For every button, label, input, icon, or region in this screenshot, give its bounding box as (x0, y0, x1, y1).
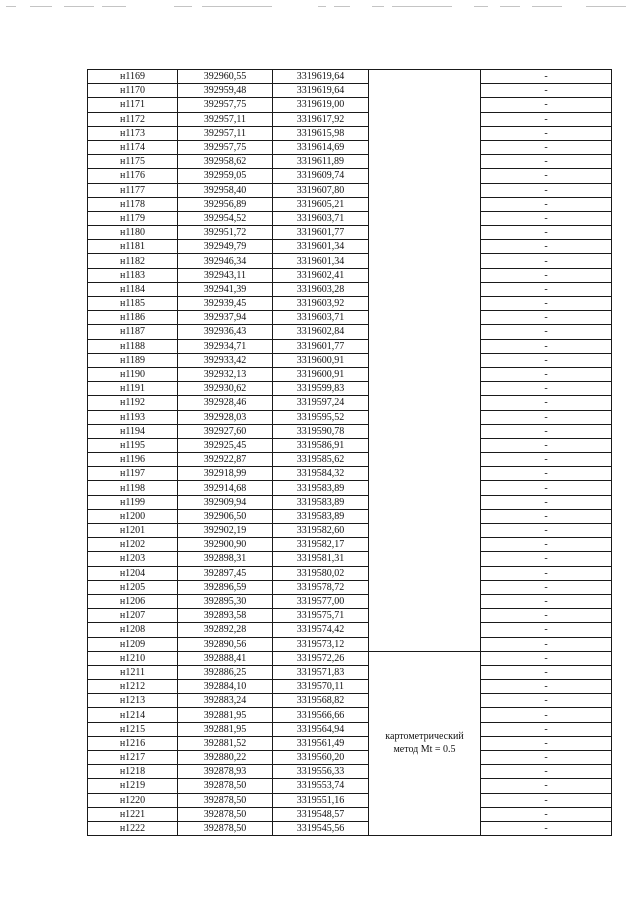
x-coordinate-cell: 392878,50 (178, 779, 273, 793)
x-coordinate-cell: 392957,75 (178, 98, 273, 112)
dash-cell: - (481, 254, 612, 268)
point-id-cell: н1195 (88, 438, 178, 452)
y-coordinate-cell: 3319603,71 (273, 211, 369, 225)
point-id-cell: н1222 (88, 821, 178, 835)
table-row (88, 680, 612, 694)
point-id-cell: н1184 (88, 282, 178, 296)
table-row (88, 538, 612, 552)
table-row (88, 623, 612, 637)
y-coordinate-cell: 3319599,83 (273, 382, 369, 396)
y-coordinate-cell: 3319614,69 (273, 140, 369, 154)
table-row (88, 807, 612, 821)
x-coordinate-cell: 392922,87 (178, 453, 273, 467)
table-row (88, 821, 612, 835)
point-id-cell: н1192 (88, 396, 178, 410)
method-cell-empty (369, 70, 481, 652)
point-id-cell: н1194 (88, 424, 178, 438)
x-coordinate-cell: 392959,48 (178, 84, 273, 98)
dash-cell: - (481, 651, 612, 665)
dash-cell: - (481, 197, 612, 211)
dash-cell: - (481, 282, 612, 296)
y-coordinate-cell: 3319595,52 (273, 410, 369, 424)
y-coordinate-cell: 3319556,33 (273, 765, 369, 779)
y-coordinate-cell: 3319570,11 (273, 680, 369, 694)
x-coordinate-cell: 392939,45 (178, 297, 273, 311)
table-row (88, 609, 612, 623)
dash-cell: - (481, 126, 612, 140)
point-id-cell: н1207 (88, 609, 178, 623)
dash-cell: - (481, 623, 612, 637)
dash-cell: - (481, 169, 612, 183)
y-coordinate-cell: 3319561,49 (273, 736, 369, 750)
table-row (88, 453, 612, 467)
x-coordinate-cell: 392958,62 (178, 155, 273, 169)
y-coordinate-cell: 3319571,83 (273, 665, 369, 679)
x-coordinate-cell: 392957,11 (178, 112, 273, 126)
x-coordinate-cell: 392884,10 (178, 680, 273, 694)
x-coordinate-cell: 392898,31 (178, 552, 273, 566)
x-coordinate-cell: 392949,79 (178, 240, 273, 254)
x-coordinate-cell: 392960,55 (178, 70, 273, 84)
x-coordinate-cell: 392897,45 (178, 566, 273, 580)
table-row (88, 552, 612, 566)
point-id-cell: н1171 (88, 98, 178, 112)
y-coordinate-cell: 3319578,72 (273, 580, 369, 594)
point-id-cell: н1215 (88, 722, 178, 736)
x-coordinate-cell: 392959,05 (178, 169, 273, 183)
point-id-cell: н1180 (88, 226, 178, 240)
y-coordinate-cell: 3319575,71 (273, 609, 369, 623)
x-coordinate-cell: 392893,58 (178, 609, 273, 623)
point-id-cell: н1204 (88, 566, 178, 580)
table-row (88, 793, 612, 807)
table-row (88, 240, 612, 254)
y-coordinate-cell: 3319619,64 (273, 70, 369, 84)
x-coordinate-cell: 392881,95 (178, 708, 273, 722)
y-coordinate-cell: 3319585,62 (273, 453, 369, 467)
x-coordinate-cell: 392934,71 (178, 339, 273, 353)
point-id-cell: н1181 (88, 240, 178, 254)
table-row (88, 155, 612, 169)
point-id-cell: н1202 (88, 538, 178, 552)
point-id-cell: н1199 (88, 495, 178, 509)
x-coordinate-cell: 392896,59 (178, 580, 273, 594)
point-id-cell: н1209 (88, 637, 178, 651)
table-row (88, 566, 612, 580)
y-coordinate-cell: 3319582,60 (273, 524, 369, 538)
table-row (88, 694, 612, 708)
dash-cell: - (481, 367, 612, 381)
table-row (88, 169, 612, 183)
dash-cell: - (481, 665, 612, 679)
point-id-cell: н1186 (88, 311, 178, 325)
dash-cell: - (481, 821, 612, 835)
y-coordinate-cell: 3319583,89 (273, 509, 369, 523)
dash-cell: - (481, 311, 612, 325)
point-id-cell: н1190 (88, 367, 178, 381)
table-row (88, 779, 612, 793)
point-id-cell: н1197 (88, 467, 178, 481)
y-coordinate-cell: 3319545,56 (273, 821, 369, 835)
x-coordinate-cell: 392958,40 (178, 183, 273, 197)
point-id-cell: н1183 (88, 268, 178, 282)
x-coordinate-cell: 392878,50 (178, 807, 273, 821)
scan-edge-marks (6, 3, 634, 11)
table-row (88, 382, 612, 396)
table-row (88, 438, 612, 452)
x-coordinate-cell: 392943,11 (178, 268, 273, 282)
x-coordinate-cell: 392890,56 (178, 637, 273, 651)
point-id-cell: н1182 (88, 254, 178, 268)
point-id-cell: н1213 (88, 694, 178, 708)
dash-cell: - (481, 495, 612, 509)
dash-cell: - (481, 84, 612, 98)
point-id-cell: н1221 (88, 807, 178, 821)
point-id-cell: н1187 (88, 325, 178, 339)
table-row (88, 268, 612, 282)
x-coordinate-cell: 392906,50 (178, 509, 273, 523)
y-coordinate-cell: 3319560,20 (273, 751, 369, 765)
point-id-cell: н1211 (88, 665, 178, 679)
point-id-cell: н1206 (88, 594, 178, 608)
dash-cell: - (481, 325, 612, 339)
y-coordinate-cell: 3319572,26 (273, 651, 369, 665)
dash-cell: - (481, 524, 612, 538)
point-id-cell: н1205 (88, 580, 178, 594)
x-coordinate-cell: 392880,22 (178, 751, 273, 765)
dash-cell: - (481, 211, 612, 225)
dash-cell: - (481, 708, 612, 722)
method-label-line1: картометрический (385, 731, 464, 743)
dash-cell: - (481, 240, 612, 254)
point-id-cell: н1170 (88, 84, 178, 98)
y-coordinate-cell: 3319553,74 (273, 779, 369, 793)
x-coordinate-cell: 392937,94 (178, 311, 273, 325)
point-id-cell: н1179 (88, 211, 178, 225)
dash-cell: - (481, 70, 612, 84)
point-id-cell: н1191 (88, 382, 178, 396)
dash-cell: - (481, 751, 612, 765)
y-coordinate-cell: 3319607,80 (273, 183, 369, 197)
x-coordinate-cell: 392881,52 (178, 736, 273, 750)
dash-cell: - (481, 453, 612, 467)
x-coordinate-cell: 392895,30 (178, 594, 273, 608)
dash-cell: - (481, 339, 612, 353)
dash-cell: - (481, 765, 612, 779)
dash-cell: - (481, 155, 612, 169)
dash-cell: - (481, 807, 612, 821)
point-id-cell: н1208 (88, 623, 178, 637)
y-coordinate-cell: 3319619,64 (273, 84, 369, 98)
dash-cell: - (481, 438, 612, 452)
dash-cell: - (481, 580, 612, 594)
point-id-cell: н1175 (88, 155, 178, 169)
point-id-cell: н1210 (88, 651, 178, 665)
y-coordinate-cell: 3319573,12 (273, 637, 369, 651)
y-coordinate-cell: 3319551,16 (273, 793, 369, 807)
y-coordinate-cell: 3319619,00 (273, 98, 369, 112)
x-coordinate-cell: 392951,72 (178, 226, 273, 240)
point-id-cell: н1217 (88, 751, 178, 765)
y-coordinate-cell: 3319577,00 (273, 594, 369, 608)
table-row (88, 580, 612, 594)
table-row (88, 282, 612, 296)
y-coordinate-cell: 3319601,34 (273, 254, 369, 268)
y-coordinate-cell: 3319581,31 (273, 552, 369, 566)
table-row (88, 495, 612, 509)
dash-cell: - (481, 594, 612, 608)
x-coordinate-cell: 392914,68 (178, 481, 273, 495)
dash-cell: - (481, 609, 612, 623)
table-row (88, 751, 612, 765)
x-coordinate-cell: 392883,24 (178, 694, 273, 708)
y-coordinate-cell: 3319566,66 (273, 708, 369, 722)
table-row (88, 197, 612, 211)
y-coordinate-cell: 3319548,57 (273, 807, 369, 821)
table-row (88, 98, 612, 112)
table-row (88, 708, 612, 722)
x-coordinate-cell: 392933,42 (178, 353, 273, 367)
point-id-cell: н1203 (88, 552, 178, 566)
point-id-cell: н1185 (88, 297, 178, 311)
table-row (88, 325, 612, 339)
x-coordinate-cell: 392957,75 (178, 140, 273, 154)
point-id-cell: н1196 (88, 453, 178, 467)
y-coordinate-cell: 3319603,71 (273, 311, 369, 325)
point-id-cell: н1188 (88, 339, 178, 353)
point-id-cell: н1216 (88, 736, 178, 750)
table-row (88, 722, 612, 736)
y-coordinate-cell: 3319600,91 (273, 353, 369, 367)
dash-cell: - (481, 722, 612, 736)
table-row (88, 70, 612, 84)
dash-cell: - (481, 467, 612, 481)
dash-cell: - (481, 779, 612, 793)
dash-cell: - (481, 226, 612, 240)
y-coordinate-cell: 3319609,74 (273, 169, 369, 183)
table-row (88, 765, 612, 779)
x-coordinate-cell: 392956,89 (178, 197, 273, 211)
x-coordinate-cell: 392932,13 (178, 367, 273, 381)
table-row (88, 481, 612, 495)
dash-cell: - (481, 396, 612, 410)
x-coordinate-cell: 392928,46 (178, 396, 273, 410)
table-row (88, 84, 612, 98)
coordinates-table-body (88, 70, 612, 836)
y-coordinate-cell: 3319583,89 (273, 481, 369, 495)
y-coordinate-cell: 3319605,21 (273, 197, 369, 211)
table-row (88, 311, 612, 325)
y-coordinate-cell: 3319602,84 (273, 325, 369, 339)
table-row (88, 226, 612, 240)
dash-cell: - (481, 98, 612, 112)
y-coordinate-cell: 3319601,77 (273, 339, 369, 353)
dash-cell: - (481, 112, 612, 126)
x-coordinate-cell: 392892,28 (178, 623, 273, 637)
table-row (88, 637, 612, 651)
x-coordinate-cell: 392909,94 (178, 495, 273, 509)
y-coordinate-cell: 3319611,89 (273, 155, 369, 169)
point-id-cell: н1172 (88, 112, 178, 126)
x-coordinate-cell: 392886,25 (178, 665, 273, 679)
x-coordinate-cell: 392888,41 (178, 651, 273, 665)
dash-cell: - (481, 538, 612, 552)
y-coordinate-cell: 3319600,91 (273, 367, 369, 381)
x-coordinate-cell: 392930,62 (178, 382, 273, 396)
dash-cell: - (481, 481, 612, 495)
y-coordinate-cell: 3319602,41 (273, 268, 369, 282)
point-id-cell: н1176 (88, 169, 178, 183)
dash-cell: - (481, 509, 612, 523)
table-row (88, 665, 612, 679)
x-coordinate-cell: 392900,90 (178, 538, 273, 552)
x-coordinate-cell: 392878,93 (178, 765, 273, 779)
x-coordinate-cell: 392878,50 (178, 821, 273, 835)
point-id-cell: н1220 (88, 793, 178, 807)
point-id-cell: н1212 (88, 680, 178, 694)
y-coordinate-cell: 3319586,91 (273, 438, 369, 452)
point-id-cell: н1201 (88, 524, 178, 538)
dash-cell: - (481, 268, 612, 282)
table-row (88, 524, 612, 538)
dash-cell: - (481, 680, 612, 694)
dash-cell: - (481, 410, 612, 424)
point-id-cell: н1218 (88, 765, 178, 779)
x-coordinate-cell: 392902,19 (178, 524, 273, 538)
dash-cell: - (481, 424, 612, 438)
point-id-cell: н1193 (88, 410, 178, 424)
table-row (88, 396, 612, 410)
x-coordinate-cell: 392925,45 (178, 438, 273, 452)
method-cell (369, 651, 481, 835)
table-row (88, 594, 612, 608)
table-row (88, 736, 612, 750)
table-row (88, 339, 612, 353)
dash-cell: - (481, 566, 612, 580)
table-row (88, 211, 612, 225)
x-coordinate-cell: 392941,39 (178, 282, 273, 296)
x-coordinate-cell: 392954,52 (178, 211, 273, 225)
y-coordinate-cell: 3319580,02 (273, 566, 369, 580)
table-row (88, 467, 612, 481)
dash-cell: - (481, 694, 612, 708)
table-row (88, 651, 612, 665)
point-id-cell: н1169 (88, 70, 178, 84)
y-coordinate-cell: 3319582,17 (273, 538, 369, 552)
dash-cell: - (481, 736, 612, 750)
x-coordinate-cell: 392946,34 (178, 254, 273, 268)
table-row (88, 112, 612, 126)
x-coordinate-cell: 392878,50 (178, 793, 273, 807)
table-row (88, 297, 612, 311)
x-coordinate-cell: 392957,11 (178, 126, 273, 140)
table-row (88, 353, 612, 367)
point-id-cell: н1189 (88, 353, 178, 367)
dash-cell: - (481, 140, 612, 154)
point-id-cell: н1219 (88, 779, 178, 793)
table-row (88, 140, 612, 154)
y-coordinate-cell: 3319603,28 (273, 282, 369, 296)
y-coordinate-cell: 3319617,92 (273, 112, 369, 126)
table-row (88, 424, 612, 438)
point-id-cell: н1214 (88, 708, 178, 722)
x-coordinate-cell: 392927,60 (178, 424, 273, 438)
y-coordinate-cell: 3319584,32 (273, 467, 369, 481)
table-row (88, 367, 612, 381)
dash-cell: - (481, 552, 612, 566)
coordinates-table (87, 69, 612, 836)
table-row (88, 126, 612, 140)
x-coordinate-cell: 392936,43 (178, 325, 273, 339)
table-row (88, 509, 612, 523)
dash-cell: - (481, 793, 612, 807)
point-id-cell: н1200 (88, 509, 178, 523)
dash-cell: - (481, 382, 612, 396)
y-coordinate-cell: 3319590,78 (273, 424, 369, 438)
point-id-cell: н1198 (88, 481, 178, 495)
table-row (88, 254, 612, 268)
dash-cell: - (481, 183, 612, 197)
dash-cell: - (481, 297, 612, 311)
table-row (88, 410, 612, 424)
y-coordinate-cell: 3319601,77 (273, 226, 369, 240)
y-coordinate-cell: 3319601,34 (273, 240, 369, 254)
dash-cell: - (481, 637, 612, 651)
x-coordinate-cell: 392881,95 (178, 722, 273, 736)
y-coordinate-cell: 3319597,24 (273, 396, 369, 410)
dash-cell: - (481, 353, 612, 367)
y-coordinate-cell: 3319615,98 (273, 126, 369, 140)
y-coordinate-cell: 3319568,82 (273, 694, 369, 708)
x-coordinate-cell: 392918,99 (178, 467, 273, 481)
table-row (88, 183, 612, 197)
point-id-cell: н1178 (88, 197, 178, 211)
point-id-cell: н1173 (88, 126, 178, 140)
y-coordinate-cell: 3319603,92 (273, 297, 369, 311)
x-coordinate-cell: 392928,03 (178, 410, 273, 424)
y-coordinate-cell: 3319583,89 (273, 495, 369, 509)
point-id-cell: н1177 (88, 183, 178, 197)
y-coordinate-cell: 3319574,42 (273, 623, 369, 637)
method-label-line2: метод Mt = 0.5 (393, 744, 456, 756)
y-coordinate-cell: 3319564,94 (273, 722, 369, 736)
point-id-cell: н1174 (88, 140, 178, 154)
